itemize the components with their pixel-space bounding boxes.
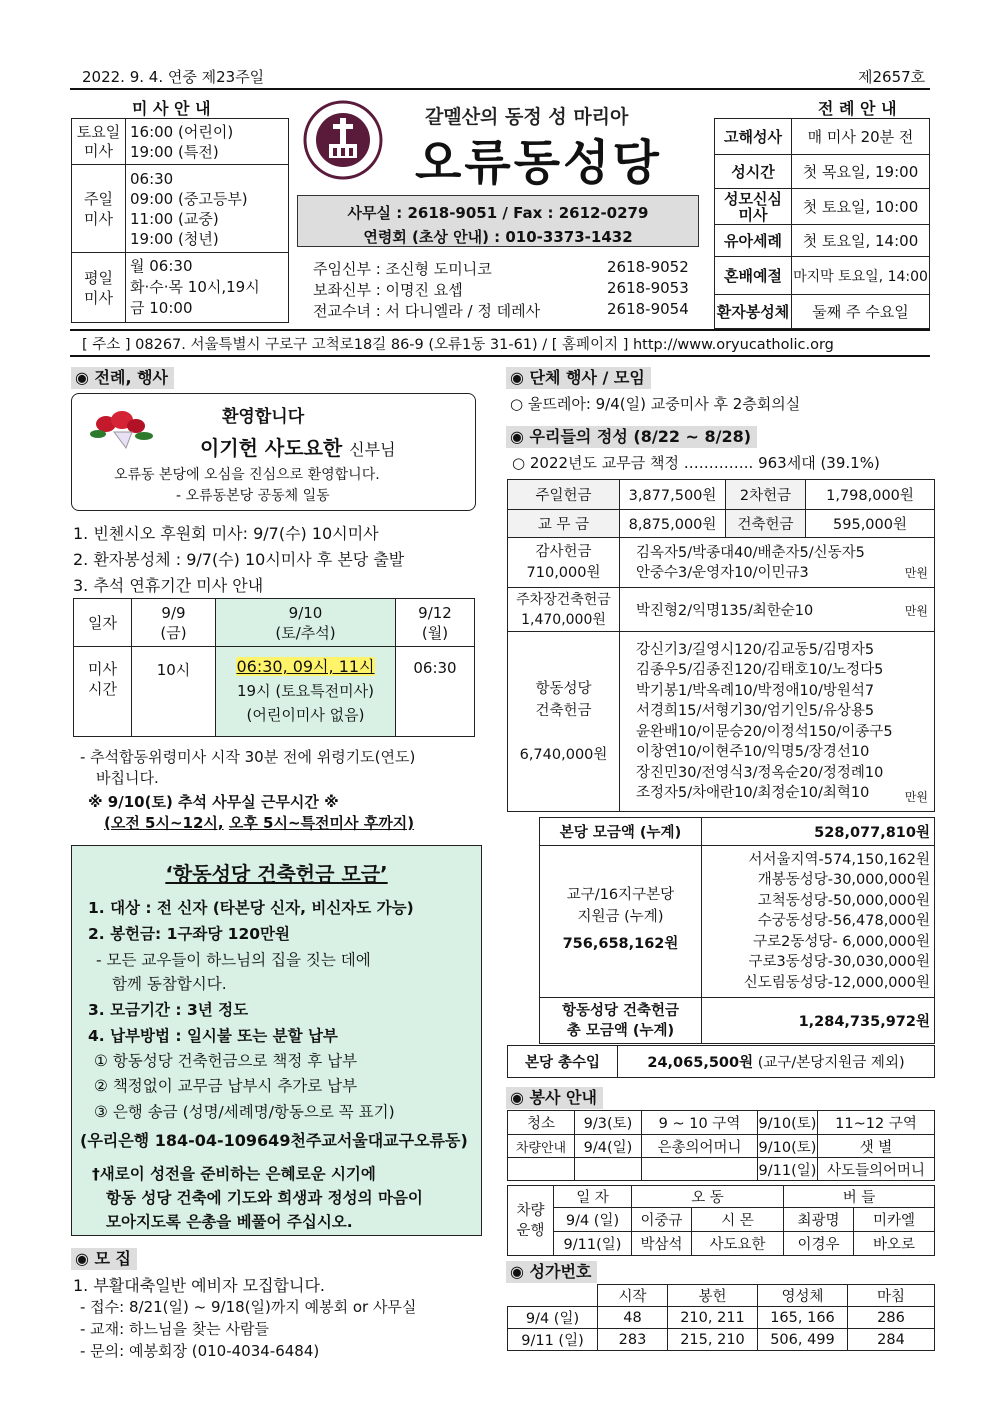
- offering-table: 주일헌금 3,877,500원 2차헌금 1,798,000원 교 무 금 8,875,000원 건축헌금 595,000원 감사헌금 710,000원 김옥자5/박종대40/배춘자5/신동자5 안중수3/운영자10/이민규3 만원 주차장건축헌금 1,470,000원 박진형2/익명135/최한순10 만원 항동성당 건축헌금 6,740,000원 강신기3/길영시120/김교동5/김명자5 김종우5/김종진120/김태호10/노정다5 박기봉1/박옥례10/박정애10/방원석7 서경희15/서형기30/엄기인5/유상용5 윤완배10/이문승20/이정석150/이종구5 이창연10/이현주10/익명5/장경선10 장진민30/전영식3/정옥순20/정정례10 조정자5/차애란10/최정순10/최혁10 만원: [507, 479, 935, 812]
- section-groups: ◉ 단체 행사 / 모임: [506, 367, 651, 389]
- section-liturgy-events: ◉ 전례, 행사: [71, 367, 174, 389]
- recruit-1: 1. 부활대축일반 예비자 모집합니다.: [73, 1276, 325, 1295]
- fund-item-2: 2. 봉헌금: 1구좌당 120만원: [88, 925, 290, 943]
- issue-number: 제2657호: [858, 68, 926, 86]
- fund-item-4: 4. 납부방법 : 일시불 또는 분할 납부: [88, 1027, 338, 1045]
- event-2: 2. 환자봉성체 : 9/7(수) 10시미사 후 본당 출발: [73, 550, 405, 569]
- building-fund-box: [71, 845, 482, 1236]
- fund-item-4b: ② 책정없이 교무금 납부시 추가로 납부: [94, 1077, 358, 1095]
- fund-item-1: 1. 대상 : 전 신자 (타본당 신자, 비신자도 가능): [88, 899, 414, 917]
- note-3: (오전 5시~12시,: [104, 814, 224, 832]
- fund-item-4c: ③ 은행 송금 (성명/세례명/항동으로 꼭 표기): [94, 1103, 395, 1121]
- building-fund-title: ‘항동성당 건축헌금 모금’: [165, 862, 388, 886]
- staff-sisters-tel: 2618-9054: [607, 300, 689, 318]
- prayer-line-1: †새로이 성전을 준비하는 은혜로운 시기에: [92, 1165, 376, 1183]
- office-phone: 사무실 : 2618-9051 / Fax : 2612-0279: [347, 204, 649, 222]
- bank-account: (우리은행 184-04-109649천주교서울대교구오류동): [80, 1131, 468, 1150]
- welcome-box: [71, 393, 476, 511]
- fund-item-2b: 함께 동참합시다.: [112, 975, 227, 993]
- address-line: [ 주소 ] 08267. 서울특별시 구로구 고척로18길 86-9 (오류1동 31-61) / [ 홈페이지 ] http://www.oryucatholic.org: [82, 337, 834, 353]
- service-table: 청소 9/3(토) 9 ~ 10 구역 9/10(토) 11~12 구역 차량안내 9/4(일) 은총의어머니 9/10(토) 샛 별 9/11(일) 사도들의어머니: [507, 1110, 935, 1181]
- church-subtitle: 갈멜산의 동정 성 마리아: [425, 106, 629, 128]
- issue-date: 2022. 9. 4. 연중 제23주일: [82, 68, 265, 86]
- note-4: 오후 5시~특전미사 후까지): [228, 814, 415, 832]
- event-1: 1. 빈첸시오 후원회 미사: 9/7(수) 10시미사: [73, 524, 379, 543]
- mass-title: 미 사 안 내: [132, 99, 211, 118]
- mass-table: 토요일 미사 16:00 (어린이) 19:00 (특전) 주일 미사 06:30 09:00 (중고등부) 11:00 (교중) 19:00 (청년) 평일 미사 월 06:30 화·수·목 10시,19시 금 10:00: [71, 118, 289, 323]
- recruit-3: - 교재: 하느님을 찾는 사람들: [80, 1320, 269, 1338]
- note-2: ※ 9/10(토) 추석 사무실 근무시간 ※: [88, 793, 339, 811]
- section-recruit: ◉ 모 집: [71, 1248, 137, 1270]
- fund-item-3: 3. 모금기간 : 3년 정도: [88, 1001, 249, 1019]
- section-service: ◉ 봉사 안내: [506, 1087, 603, 1109]
- welcome-suffix: 신부님: [349, 440, 396, 459]
- holiday-highlight-times: 06:30, 09시, 11시: [236, 657, 375, 676]
- total-income-table: 본당 총수입 24,065,500원 (교구/본당지원금 제외): [507, 1045, 935, 1078]
- liturgy-table: 고해성사 매 미사 20분 전 성시간 첫 목요일, 19:00 성모신심 미사 첫 토요일, 10:00 유아세례 첫 토요일, 14:00 혼배예절 마지막 토요일, 14:00 환자봉성체 둘째 주 수요일: [714, 118, 930, 329]
- staff-pastor-tel: 2618-9052: [607, 258, 689, 276]
- liturgy-title: 전 례 안 내: [818, 99, 897, 118]
- section-offerings: ◉ 우리들의 정성 (8/22 ~ 8/28): [506, 426, 757, 448]
- church-seal-icon: [303, 100, 383, 180]
- staff-assistant: 보좌신부 : 이명진 요셉: [313, 281, 463, 299]
- church-name: 오류동성당: [415, 135, 662, 191]
- staff-pastor: 주임신부 : 조신형 도미니코: [313, 260, 492, 278]
- car-service-table: 차량 운행 일 자 오 동 버 들 9/4 (일) 이중규 시 몬 최광명 미카엘 9/11(일) 박삼석 사도요한 이경우 바오로: [507, 1185, 935, 1256]
- recruit-4: - 문의: 예봉회장 (010-4034-6484): [80, 1342, 320, 1360]
- fund-item-2a: - 모든 교우들이 하느님의 집을 짓는 데에: [96, 951, 371, 969]
- welcome-message: 오류동 본당에 오심을 진심으로 환영합니다.: [114, 467, 380, 483]
- note-1b: 바칩니다.: [96, 769, 159, 787]
- staff-sisters: 전교수녀 : 서 다니엘라 / 정 데레사: [313, 302, 541, 320]
- recruit-2: - 접수: 8/21(일) ~ 9/18(일)까지 예봉회 or 사무실: [80, 1298, 417, 1316]
- fund-summary-table: 본당 모금액 (누계) 528,077,810원 교구/16지구본당 지원금 (누계) 756,658,162원 서서울지역-574,150,162원 개봉동성당-30,000,000원 고척동성당-50,000,000원 수궁동성당-56,478,000원 구로2동성당- 6,000,000원 구로3동성당-30,030,000원 신도림동성당-12,000,000원 항동성당 건축헌금 총 모금액 (누계) 1,284,735,972원: [539, 817, 935, 1044]
- group-event: ○ 울뜨레아: 9/4(일) 교중미사 후 2층회의실: [510, 395, 801, 413]
- tithe-status: ○ 2022년도 교무금 책정 ………….. 963세대 (39.1%): [512, 454, 880, 472]
- prayer-line-2: 항동 성당 건축에 기도와 희생과 정성의 마음이: [106, 1189, 423, 1207]
- prayer-line-3: 모아지도록 은총을 베풀어 주십시오.: [106, 1213, 353, 1231]
- event-3: 3. 추석 연휴기간 미사 안내: [73, 576, 264, 595]
- council-phone: 연령회 (초상 안내) : 010-3373-1432: [363, 228, 633, 246]
- welcome-priest-name: 이기헌 사도요한: [200, 436, 343, 460]
- office-contact-box: [297, 195, 699, 247]
- section-hymns: ◉ 성가번호: [506, 1261, 597, 1283]
- welcome-title: 환영합니다: [222, 407, 305, 427]
- note-1: - 추석합동위령미사 시작 30분 전에 위령기도(연도): [80, 748, 416, 766]
- fund-item-4a: ① 항동성당 건축헌금으로 책정 후 납부: [94, 1052, 358, 1070]
- flower-bouquet-icon: [86, 404, 156, 450]
- holiday-mass-table: 일자 9/9 (금) 9/10 (토/추석) 9/12 (월) 미사 시간 10시 06:30, 09시, 11시 19시 (토요특전미사) (어린이미사 없음) 06:30: [73, 598, 475, 737]
- hymn-table: 시작 봉헌 영성체 마침 9/4 (일) 48 210, 211 165, 166 286 9/11 (일) 283 215, 210 506, 499 284: [507, 1284, 935, 1351]
- welcome-signature: - 오류동본당 공동체 일동: [176, 488, 330, 504]
- staff-assistant-tel: 2618-9053: [607, 279, 689, 297]
